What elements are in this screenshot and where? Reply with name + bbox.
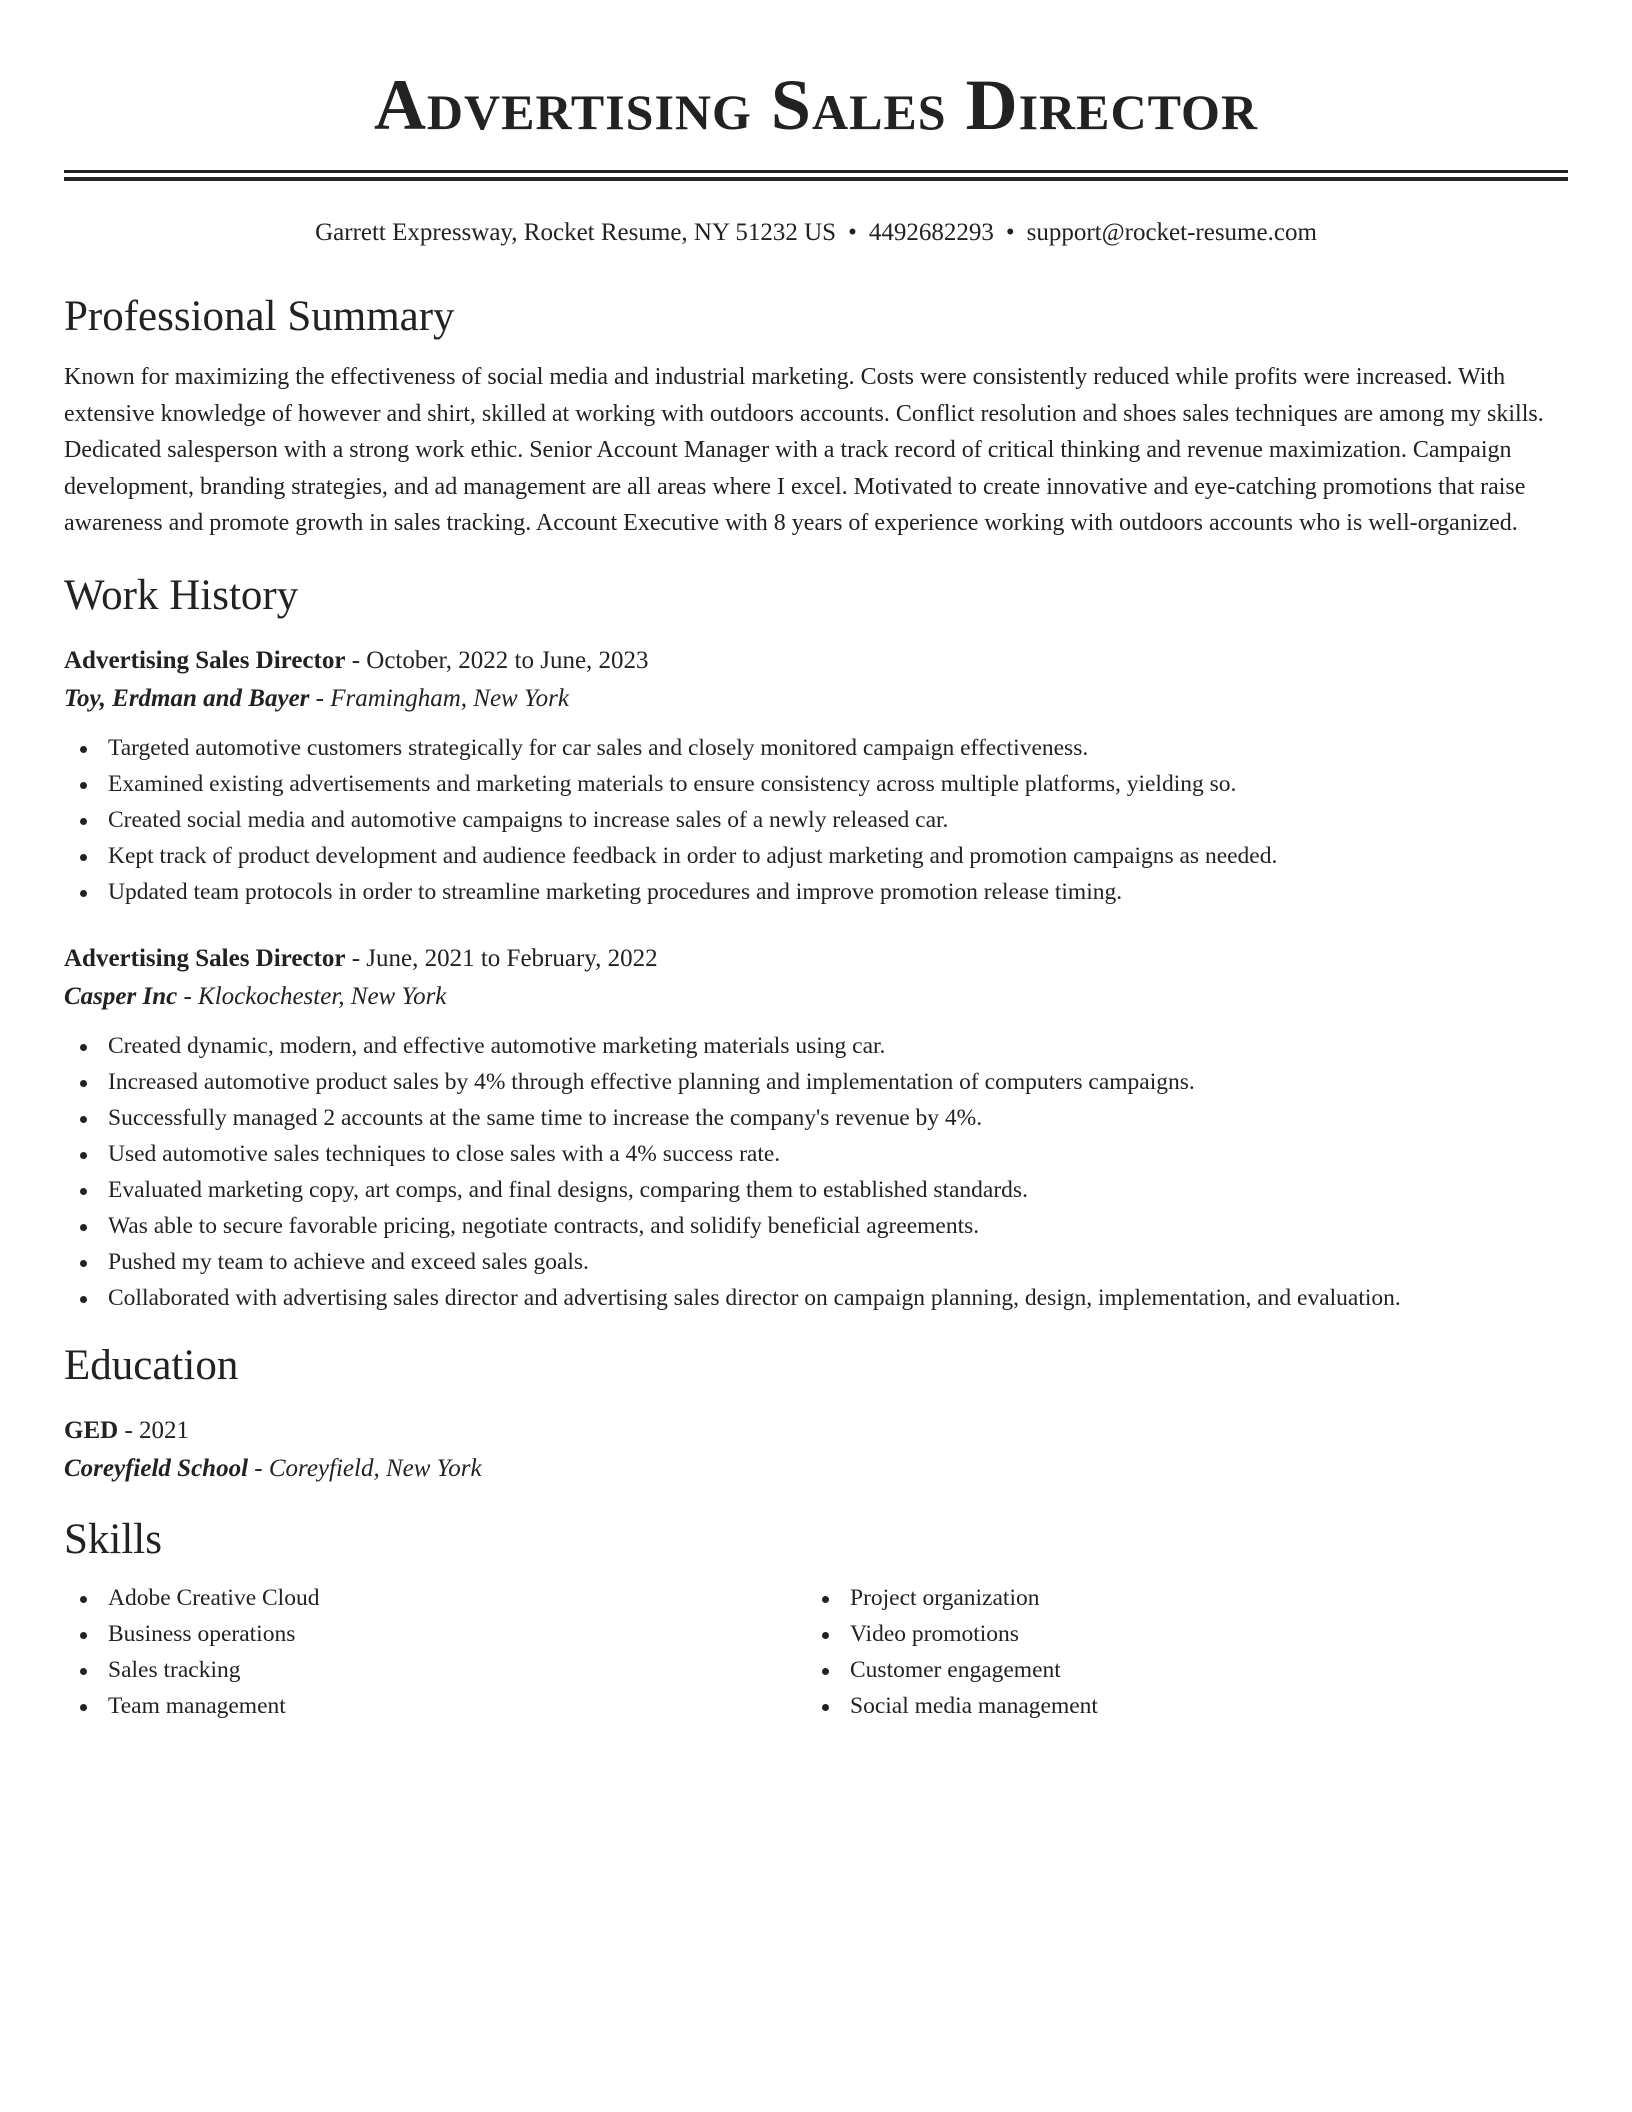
- job-bullet: Pushed my team to achieve and exceed sales goals.: [64, 1244, 1568, 1280]
- job-bullet: Evaluated marketing copy, art comps, and final designs, comparing them to established standards.: [64, 1172, 1568, 1208]
- job-title-line: [64, 642, 1568, 680]
- job-bullet: Updated team protocols in order to streamline marketing procedures and improve promotion release timing.: [64, 874, 1568, 910]
- job-bullet: Successfully managed 2 accounts at the same time to increase the company's revenue by 4%.: [64, 1100, 1568, 1136]
- contact-separator: •: [1005, 219, 1015, 246]
- education-school: Coreyfield School: [64, 1454, 249, 1482]
- skill-item: Adobe Creative Cloud: [64, 1580, 806, 1616]
- job-company-line: [64, 978, 1568, 1016]
- education-degree-line: [64, 1412, 1568, 1450]
- skill-item: Social media management: [806, 1688, 1506, 1724]
- job-bullet: Created social media and automotive campaigns to increase sales of a newly released car.: [64, 802, 1568, 838]
- job-bullet-list: [64, 1028, 1568, 1316]
- job-bullet: Examined existing advertisements and marketing materials to ensure consistency across multiple platforms, yielding so.: [64, 766, 1568, 802]
- contact-line: [64, 215, 1568, 251]
- job-role: Advertising Sales Director: [64, 646, 346, 674]
- job-company-line: [64, 680, 1568, 718]
- contact-separator: •: [848, 219, 857, 246]
- job-bullet: Increased automotive product sales by 4% through effective planning and implementation of computers campaigns.: [64, 1064, 1568, 1100]
- job-entry: [64, 642, 1568, 910]
- contact-phone[interactable]: 4492682293: [868, 219, 994, 246]
- contact-email[interactable]: support@rocket-resume.com: [1026, 219, 1317, 246]
- skills-list-left: [64, 1580, 806, 1724]
- job-company: Toy, Erdman and Bayer: [64, 684, 310, 712]
- job-bullet: Kept track of product development and audience feedback in order to adjust marketing and promotion campaigns as needed.: [64, 838, 1568, 874]
- resume-name-heading: Advertising Sales Director: [373, 65, 1259, 145]
- job-dates: - June, 2021 to February, 2022: [345, 944, 658, 972]
- header-double-rule: [64, 170, 1568, 181]
- section-title-summary: Professional Summary: [64, 293, 455, 340]
- job-role: Advertising Sales Director: [64, 944, 346, 972]
- job-dates: - October, 2022 to June, 2023: [345, 646, 649, 674]
- education-location: - Coreyfield, New York: [248, 1454, 482, 1482]
- education-year: - 2021: [118, 1416, 190, 1444]
- skill-item: Team management: [64, 1688, 806, 1724]
- section-title-skills: Skills: [64, 1515, 162, 1563]
- job-bullet: Created dynamic, modern, and effective automotive marketing materials using car.: [64, 1028, 1568, 1064]
- job-bullet: Used automotive sales techniques to close sales with a 4% success rate.: [64, 1136, 1568, 1172]
- education-entry: [64, 1412, 1568, 1488]
- section-title-education: Education: [64, 1341, 239, 1389]
- skill-item: Project organization: [806, 1580, 1506, 1616]
- job-entry: [64, 940, 1568, 1316]
- skills-columns: [64, 1580, 1568, 1724]
- job-title-line: [64, 940, 1568, 978]
- section-title-work-history: Work History: [64, 571, 299, 619]
- education-school-line: [64, 1450, 1568, 1488]
- skill-item: Customer engagement: [806, 1652, 1506, 1688]
- job-bullet: Targeted automotive customers strategically for car sales and closely monitored campaign effectiveness.: [64, 730, 1568, 766]
- skill-item: Video promotions: [806, 1616, 1506, 1652]
- contact-address: Garrett Expressway, Rocket Resume, NY 51232 US: [315, 219, 837, 246]
- skill-item: Business operations: [64, 1616, 806, 1652]
- summary-paragraph: Known for maximizing the effectiveness of social media and industrial marketing. Costs were consistently reduced while profits were increased. With extensive knowledge of however and shirt, skilled at working with outdoors accounts. Conflict resolution and shoes sales techniques are among my skills. Dedicated salesperson with a strong work ethic. Senior Account Manager with a track record of critical thinking and revenue maximization. Campaign development, branding strategies, and ad management are all areas where I excel. Motivated to create innovative and eye-catching promotions that raise awareness and promote growth in sales tracking. Account Executive with 8 years of experience working with outdoors accounts who is well-organized.: [64, 364, 1544, 536]
- job-bullet-list: [64, 730, 1568, 910]
- job-location: - Framingham, New York: [309, 684, 569, 712]
- education-degree: GED: [64, 1416, 119, 1444]
- job-location: - Klockochester, New York: [177, 982, 447, 1010]
- skills-list-right: [806, 1580, 1506, 1724]
- job-company: Casper Inc: [64, 982, 178, 1010]
- skill-item: Sales tracking: [64, 1652, 806, 1688]
- job-bullet: Was able to secure favorable pricing, negotiate contracts, and solidify beneficial agreements.: [64, 1208, 1568, 1244]
- job-bullet: Collaborated with advertising sales director and advertising sales director on campaign planning, design, implementation, and evaluation.: [64, 1280, 1568, 1316]
